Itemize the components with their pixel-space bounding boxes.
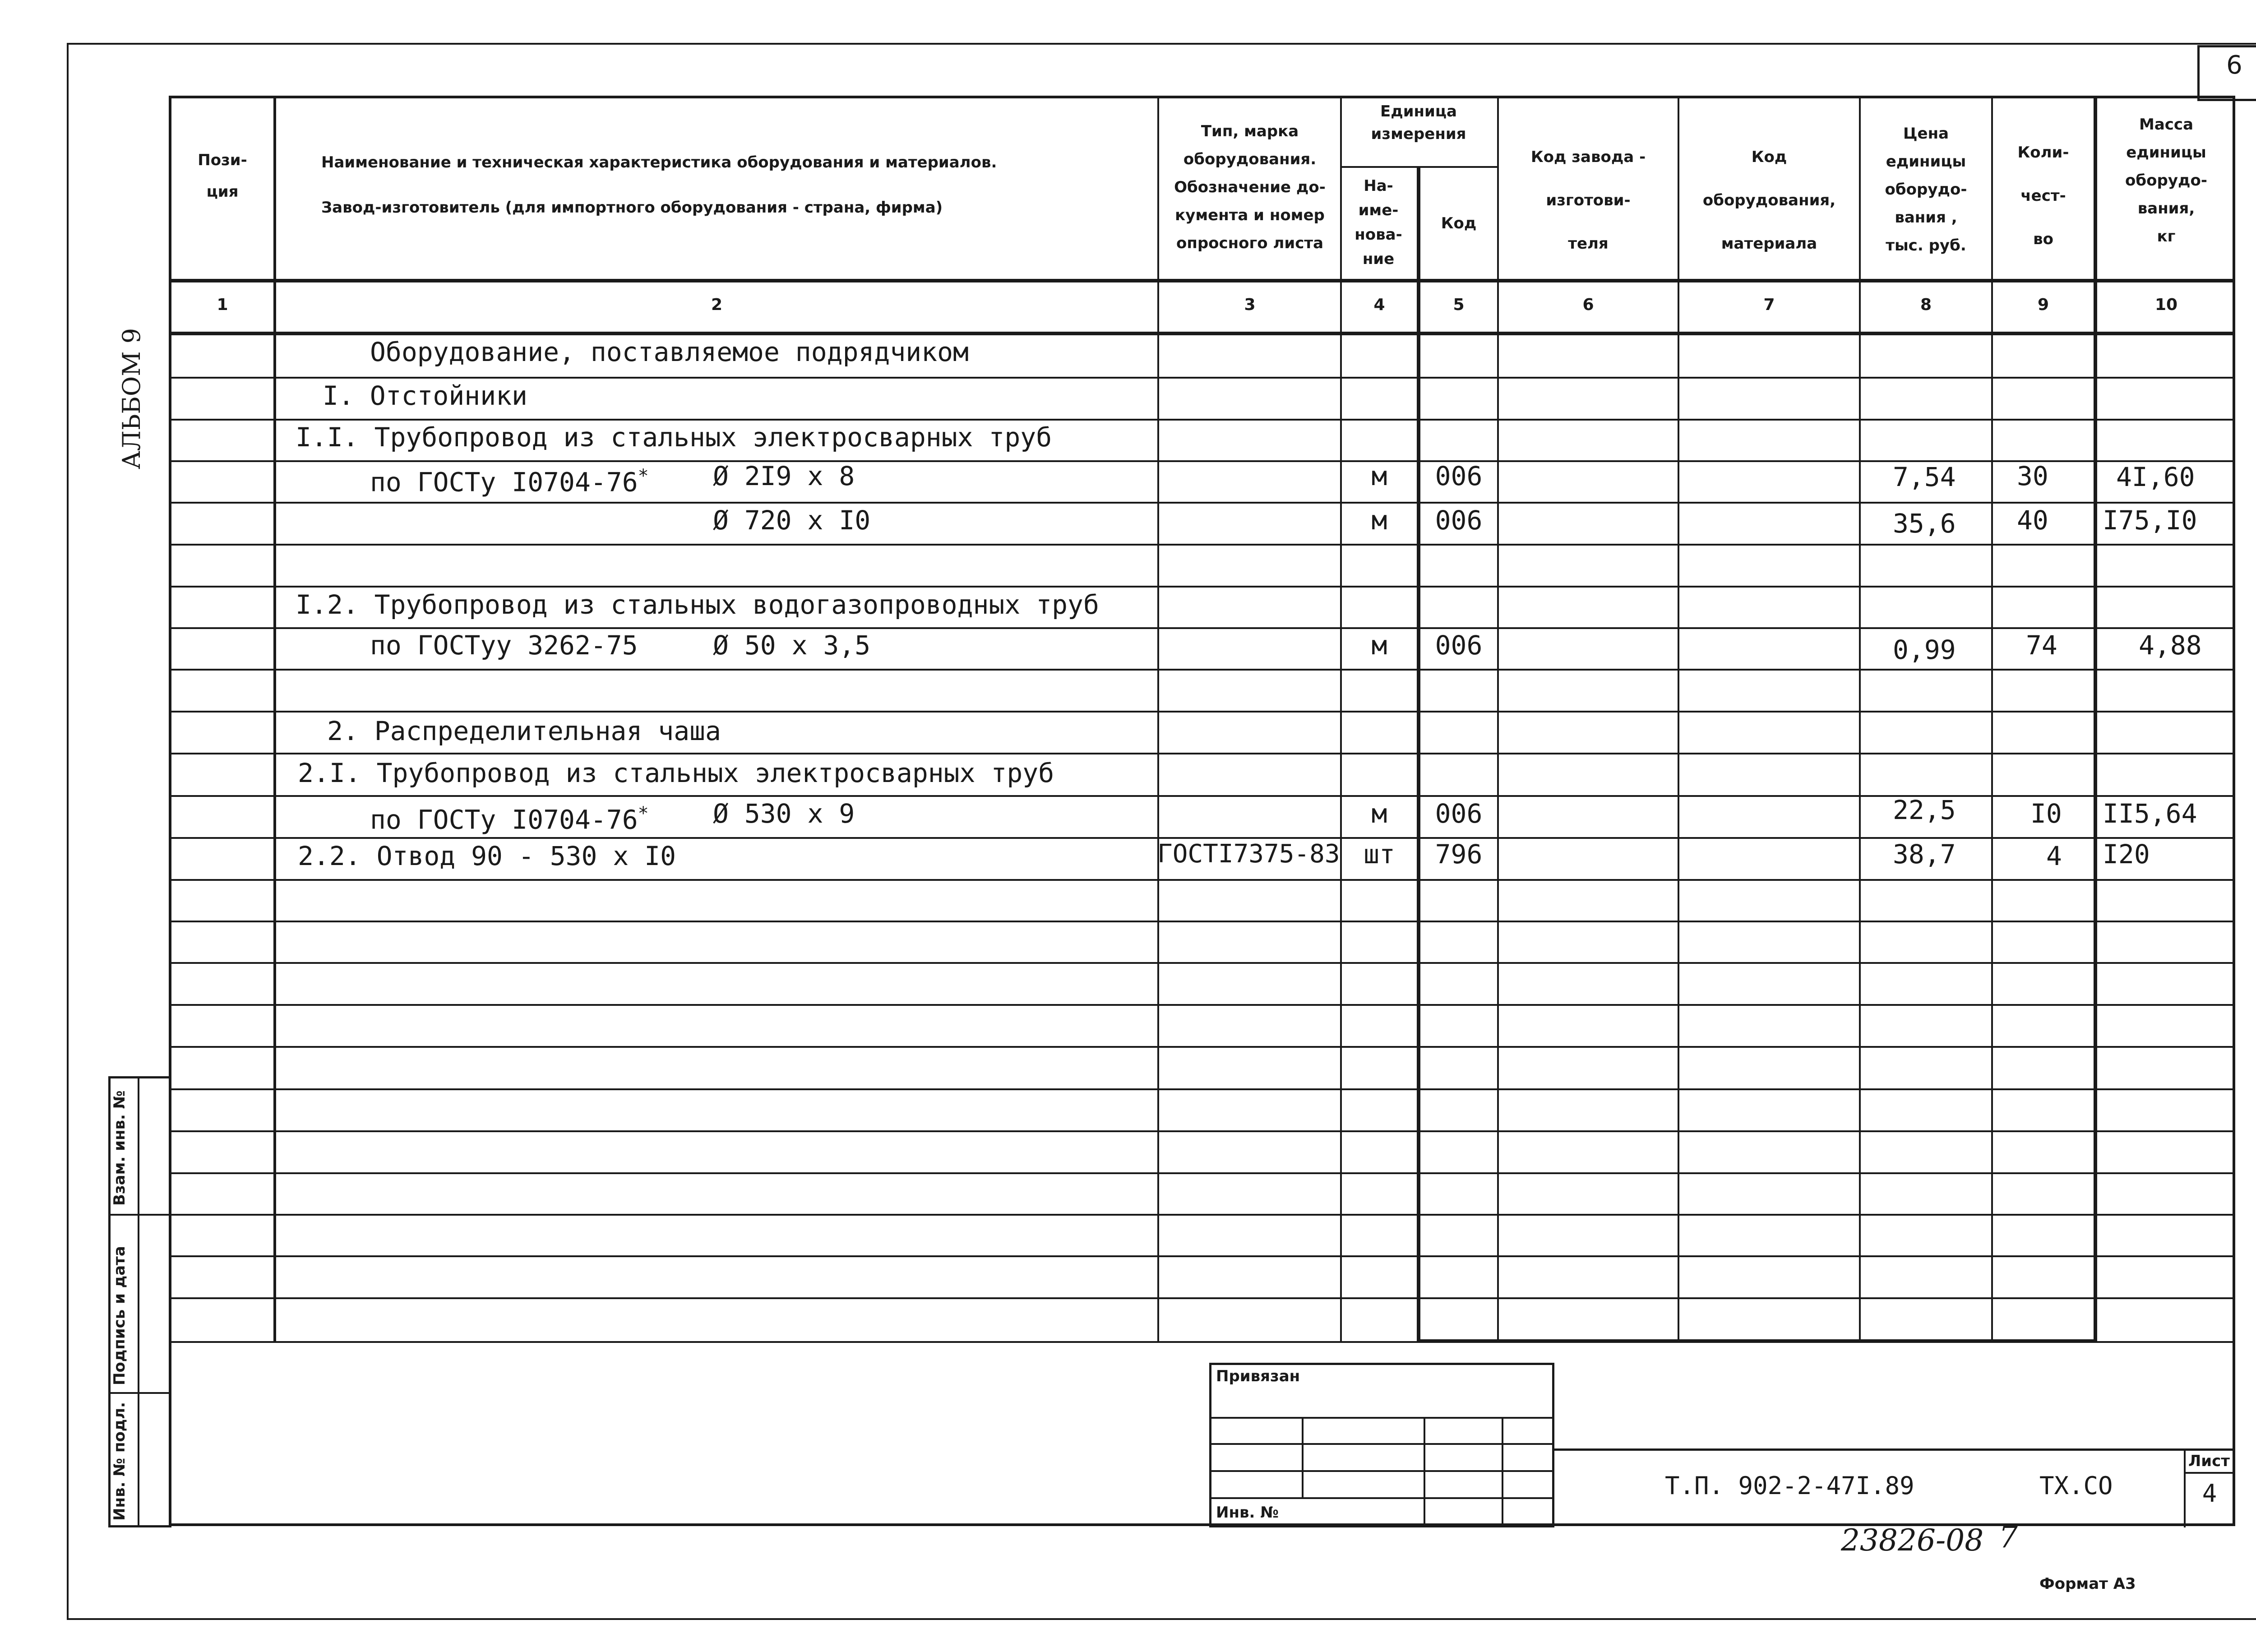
colnum-7: 7 — [1763, 296, 1775, 314]
row-7-unit: м — [1371, 630, 1387, 661]
row-4-mass: I75,I0 — [2103, 505, 2197, 536]
colnum-8: 8 — [1920, 296, 1932, 314]
row-0-name: Оборудование, поставляемое подрядчиком — [370, 337, 969, 367]
row-11-name: по ГОСТу I0704-76* — [370, 803, 649, 835]
row-7-price: 0,99 — [1893, 634, 1956, 665]
row-12-type: ГОСТI7375-83 — [1157, 839, 1340, 869]
handwritten-page: 7 — [1999, 1520, 2018, 1555]
row-11-code: 006 — [1435, 798, 1483, 829]
row-7-dia: Ø 50 x 3,5 — [713, 630, 871, 661]
row-3-price: 7,54 — [1893, 462, 1956, 492]
title-top-line — [1554, 1448, 2235, 1451]
privyazan-label: Привязан — [1216, 1367, 1300, 1385]
colnum-4: 4 — [1373, 296, 1385, 314]
header-col10: Масса единицы оборудо- вания, кг — [2125, 116, 2207, 245]
privyazan-vline-3 — [1502, 1417, 1503, 1527]
row-3-qty: 30 — [2017, 461, 2048, 491]
header-col9: Коли- чест- во — [2017, 143, 2069, 248]
row-11-qty: I0 — [2030, 798, 2062, 829]
colnum-bottom-line — [169, 332, 2235, 335]
row-4-unit: м — [1371, 505, 1387, 536]
row-7-name: по ГОСТуу 3262-75 — [370, 630, 638, 661]
privyazan-vline-2 — [1424, 1417, 1425, 1527]
header-col4: На- име- нова- ние — [1355, 177, 1402, 268]
row-7-mass: 4,88 — [2139, 630, 2202, 661]
row-12-qty: 4 — [2046, 841, 2062, 871]
side-stamp-original-inv: Инв. № подл. — [111, 1402, 129, 1521]
row-12-name: 2.2. Отвод 90 - 530 x I0 — [298, 841, 676, 871]
inv-no-label: Инв. № — [1216, 1504, 1279, 1522]
row-2-name: I.I. Трубопровод из стальных электросварных труб — [296, 422, 1052, 453]
col-line-7 — [1859, 96, 1861, 1341]
handwritten-number: 23826-08 — [1841, 1523, 1984, 1558]
side-stamp-line-1 — [108, 1214, 171, 1216]
row-4-price: 35,6 — [1893, 508, 1956, 539]
col-line-6 — [1678, 96, 1679, 1341]
sheet-label: Лист — [2188, 1452, 2230, 1470]
row-7-qty: 74 — [2026, 630, 2057, 661]
sheet-number: 4 — [2202, 1479, 2217, 1508]
header-bottom-line — [169, 279, 2235, 282]
row-3-unit: м — [1371, 461, 1387, 491]
colnum-1: 1 — [217, 296, 228, 314]
row-3-mass: 4I,60 — [2116, 462, 2195, 492]
side-stamp-signature-date: Подпись и дата — [111, 1246, 129, 1385]
row-4-code: 006 — [1435, 505, 1483, 536]
doc-mark: ТХ.СО — [2039, 1472, 2113, 1500]
header-col2: Наименование и техническая характеристика оборудования и материалов. Завод-изготовитель (для импортного оборудования - страна, фирма) — [321, 153, 997, 217]
header-unit-group: Единица измерения — [1371, 102, 1466, 143]
table-body-end — [169, 1341, 2235, 1343]
header-col6: Код завода - изготови- теля — [1530, 148, 1646, 253]
col-line-5 — [1497, 96, 1499, 1341]
row-12-price: 38,7 — [1893, 839, 1956, 870]
row-12-mass: I20 — [2103, 839, 2150, 870]
col-line-3 — [1340, 96, 1342, 1341]
row-3-code: 006 — [1435, 461, 1483, 491]
row-4-dia: Ø 720 x I0 — [713, 505, 871, 536]
col-line-8 — [1991, 96, 1993, 1341]
row-4-qty: 40 — [2017, 505, 2048, 536]
header-col1: Пози- ция — [198, 151, 247, 201]
side-stamp-replace-inv: Взам. инв. № — [111, 1090, 129, 1206]
header-col8: Цена единицы оборудо- вания , тыс. руб. — [1885, 125, 1967, 255]
row-12-unit: шт — [1364, 839, 1395, 870]
colnum-5: 5 — [1453, 296, 1465, 314]
colnum-2: 2 — [711, 296, 723, 314]
header-col7: Код оборудования, материала — [1702, 148, 1836, 253]
page-number: 6 — [2226, 51, 2242, 80]
doc-code: Т.П. 902-2-47I.89 — [1665, 1472, 1914, 1500]
unit-group-line — [1340, 166, 1497, 168]
side-stamp-divider — [138, 1076, 139, 1527]
row-1-name: I. Отстойники — [323, 380, 527, 411]
col-line-1 — [273, 96, 276, 1341]
format-label: Формат А3 — [2039, 1575, 2136, 1593]
colnum-10: 10 — [2154, 296, 2178, 314]
row-10-name: 2.I. Трубопровод из стальных электросварных труб — [298, 758, 1054, 788]
colnum-6: 6 — [1582, 296, 1594, 314]
privyazan-vline-1 — [1302, 1417, 1304, 1498]
colnum-9: 9 — [2037, 296, 2049, 314]
row-11-price: 22,5 — [1893, 795, 1956, 825]
row-11-dia: Ø 530 x 9 — [713, 798, 855, 829]
sheet-box-divider — [2184, 1472, 2235, 1474]
header-col3: Тип, марка оборудования. Обозначение до- кумента и номер опросного листа — [1174, 122, 1326, 252]
row-12-code: 796 — [1435, 839, 1483, 870]
row-3-dia: Ø 2I9 x 8 — [713, 461, 855, 491]
row-6-name: I.2. Трубопровод из стальных водогазопроводных труб — [296, 589, 1099, 620]
header-col5: Код — [1441, 214, 1477, 232]
colnum-3: 3 — [1244, 296, 1256, 314]
row-3-name: по ГОСТу I0704-76* — [370, 466, 649, 498]
album-label: АЛЬБОМ 9 — [117, 328, 146, 469]
col-line-9 — [2094, 96, 2097, 1341]
side-stamp-line-2 — [108, 1392, 171, 1394]
col-line-2 — [1157, 96, 1159, 1341]
row-7-code: 006 — [1435, 630, 1483, 661]
row-9-name: 2. Распределительная чаша — [327, 716, 721, 746]
row-11-unit: м — [1371, 798, 1387, 829]
row-11-mass: II5,64 — [2103, 798, 2197, 829]
